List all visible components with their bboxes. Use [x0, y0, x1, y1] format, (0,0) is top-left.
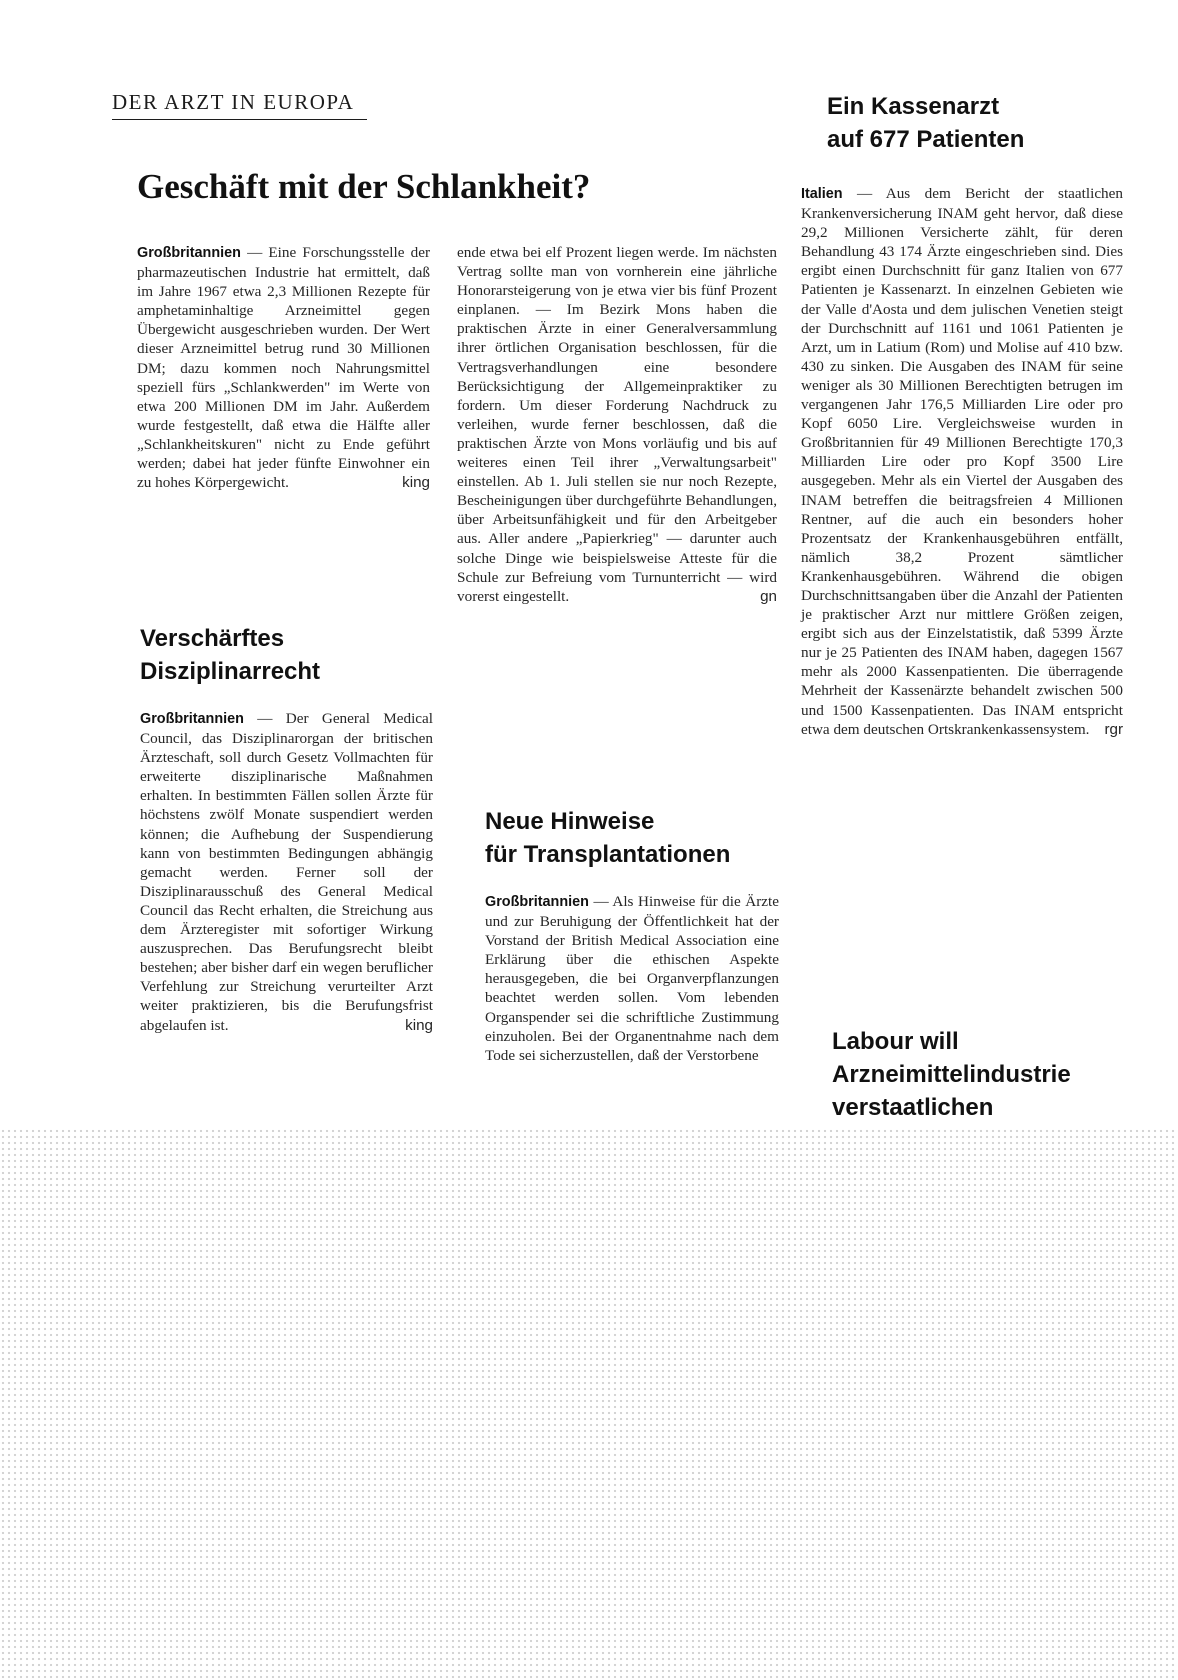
article-text: — Aus dem Bericht der staatlichen Krankenversicherung INAM geht hervor, daß diese 29,2 Millionen Versicherte zählt, für deren Behandlung 43 174 Ärzte eingeschrieben sind. Dies ergibt einen Durchschnitt für ganz Italien von 677 Patienten je Kassenarzt. In einzelnen Gebieten wie der Valle d'Aosta und dem julischen Venetien steigt der Durchschnitt auf 1161 und 1061 Patienten je Arzt, um in Latium (Rom) und Molise auf 410 bzw. 430 zu sinken. Die Ausgaben des INAM für seine weniger als 30 Millionen Berechtigten betrugen im vergangenen Jahr 176,5 Milliarden Lire oder pro Kopf 6050 Lire. Vergleichsweise wurden in Großbritannien für 49 Millionen Berechtigte 170,3 Milliarden Lire oder pro Kopf 3500 Lire ausgegeben. Mehr als ein Viertel der Ausgaben des INAM betreffen die beitragsfreien 4 Millionen Rentner, auf die auch ein besonders hoher Prozentsatz der Krankenhausgebühren entfällt, nämlich 38,2 Prozent sämtlicher Krankenhausgebühren. Während die obigen Durchschnittsangaben über die Anzahl der Patienten je praktischer Arzt nur mittlere Größen zeigen, ergibt sich aus der Einzelstatistik, daß 5399 Ärzte nur je 25 Patienten des INAM haben, dagegen 1567 mehr als 2000 Kassenpatienten. Die überragende Mehrheit der Kassenärzte behandelt zwischen 500 und 1500 Kassenpatienten. Das INAM entspricht etwa dem deutschen Ortskrankenkassensystem.: [801, 185, 1123, 738]
kicker-country: Großbritannien: [137, 245, 241, 261]
article-kassenarzt-body: [801, 184, 1123, 739]
kicker-country: Italien: [801, 186, 843, 202]
halftone-overlay: [0, 1128, 1178, 1680]
headline-transplantation: [485, 805, 730, 871]
kicker-country: Großbritannien: [140, 711, 244, 727]
headline-line: verstaatlichen: [832, 1094, 994, 1121]
headline-line: Verschärftes: [140, 625, 285, 652]
article-text: ende etwa bei elf Prozent liegen werde. Im nächsten Vertrag sollte man von vornherein eine jährliche Honorarsteigerung von je etwa vier bis fünf Prozent einplanen. — Im Bezirk Mons haben die praktischen Ärzte in einer Generalversammlung ihrer örtlichen Organisation beschlossen, für die Vertragsverhandlungen eine besondere Berücksichtigung der Allgemeinpraktiker zu fordern. Um dieser Forderung Nachdruck zu verleihen, wurde ferner beschlossen, daß die praktischen Ärzte von Mons vorläufig und bis auf weiteres einen Teil ihrer „Verwaltungsarbeit" einstellen. Ab 1. Juli stellen sie nur noch Rezepte, Bescheinigungen über durchgeführte Behandlungen, über Arbeitsunfähigkeit und für den Arbeitgeber aus. Aller andere „Papierkrieg" — darunter auch solche Dinge wie beispielsweise Atteste für die Schule zur Befreiung vom Turnunterricht — wird vorerst eingestellt.: [457, 244, 777, 605]
headline-line: Disziplinarrecht: [140, 658, 321, 685]
author-signature: king: [402, 474, 430, 492]
headline-line: Labour will: [832, 1028, 959, 1055]
headline-line: Ein Kassenarzt: [827, 93, 1000, 120]
headline-line: für Transplantationen: [485, 841, 731, 868]
kicker-country: Großbritannien: [485, 894, 589, 910]
author-signature: rgr: [1104, 720, 1123, 738]
headline-kassenarzt: [827, 90, 1024, 156]
article-honorar-continuation: [457, 243, 777, 606]
headline-line: Arzneimittelindustrie: [832, 1061, 1071, 1088]
headline-line: auf 677 Patienten: [827, 126, 1025, 153]
author-signature: king: [405, 1016, 433, 1034]
article-transplantation-body: [485, 892, 779, 1065]
article-text: — Der General Medical Council, das Disziplinarorgan der britischen Ärzteschaft, soll durch Gesetz Vollmachten für erweiterte disziplinarische Maßnahmen erhalten. In bestimmten Fällen sollen Ärzte für höchstens zwölf Monate suspendiert werden können; die Aufhebung der Suspendierung kann von bestimmten Bedingungen abhängig gemacht werden. Ferner soll der Disziplinarausschuß des General Medical Council das Recht erhalten, die Streichung aus dem Ärzteregister mit sofortiger Wirkung auszusprechen. Das Berufungsrecht bleibt bestehen; aber bisher darf ein wegen beruflicher Verfehlung zur Streichung verurteilter Arzt weiter praktizieren, bis die Berufungsfrist abgelaufen ist.: [140, 710, 433, 1034]
article-text: — Eine Forschungsstelle der pharmazeutischen Industrie hat ermittelt, daß im Jahre 1967 etwa 2,3 Millionen Rezepte für amphetaminhaltige Arzneimittel gegen Übergewicht ausgeschrieben wurden. Der Wert dieser Arzneimittel betrug rund 30 Millionen DM; dazu kommen noch Nahrungsmittel speziell fürs „Schlankwerden" im Werte von etwa 200 Millionen DM im Jahr. Außerdem wurde festgestellt, daß etwa die Hälfte aller „Schlankheitskuren" nicht zu Ende geführt werden; dabei hat jeder fünfte Einwohner ein zu hohes Körpergewicht.: [137, 244, 430, 492]
headline-line: Neue Hinweise: [485, 808, 655, 835]
headline-schlankheit: Geschäft mit der Schlankheit?: [137, 167, 591, 206]
section-rule: [112, 119, 367, 120]
section-label: DER ARZT IN EUROPA: [112, 90, 355, 114]
article-disziplinarrecht-body: [140, 709, 433, 1035]
headline-labour: [832, 1025, 1071, 1124]
article-text: — Als Hinweise für die Ärzte und zur Beruhigung der Öffentlichkeit hat der Vorstand der British Medical Association eine Erklärung über die ethischen Aspekte herausgegeben, die bei Organverpflanzungen beachtet werden sollen. Vom lebenden Organspender sei die schriftliche Zustimmung einzuholen. Bei der Organentnahme nach dem Tode sei sicherzustellen, daß der Verstorbene: [485, 893, 779, 1064]
article-schlankheit-body: [137, 243, 430, 492]
headline-disziplinarrecht: [140, 622, 320, 688]
author-signature: gn: [760, 587, 777, 605]
